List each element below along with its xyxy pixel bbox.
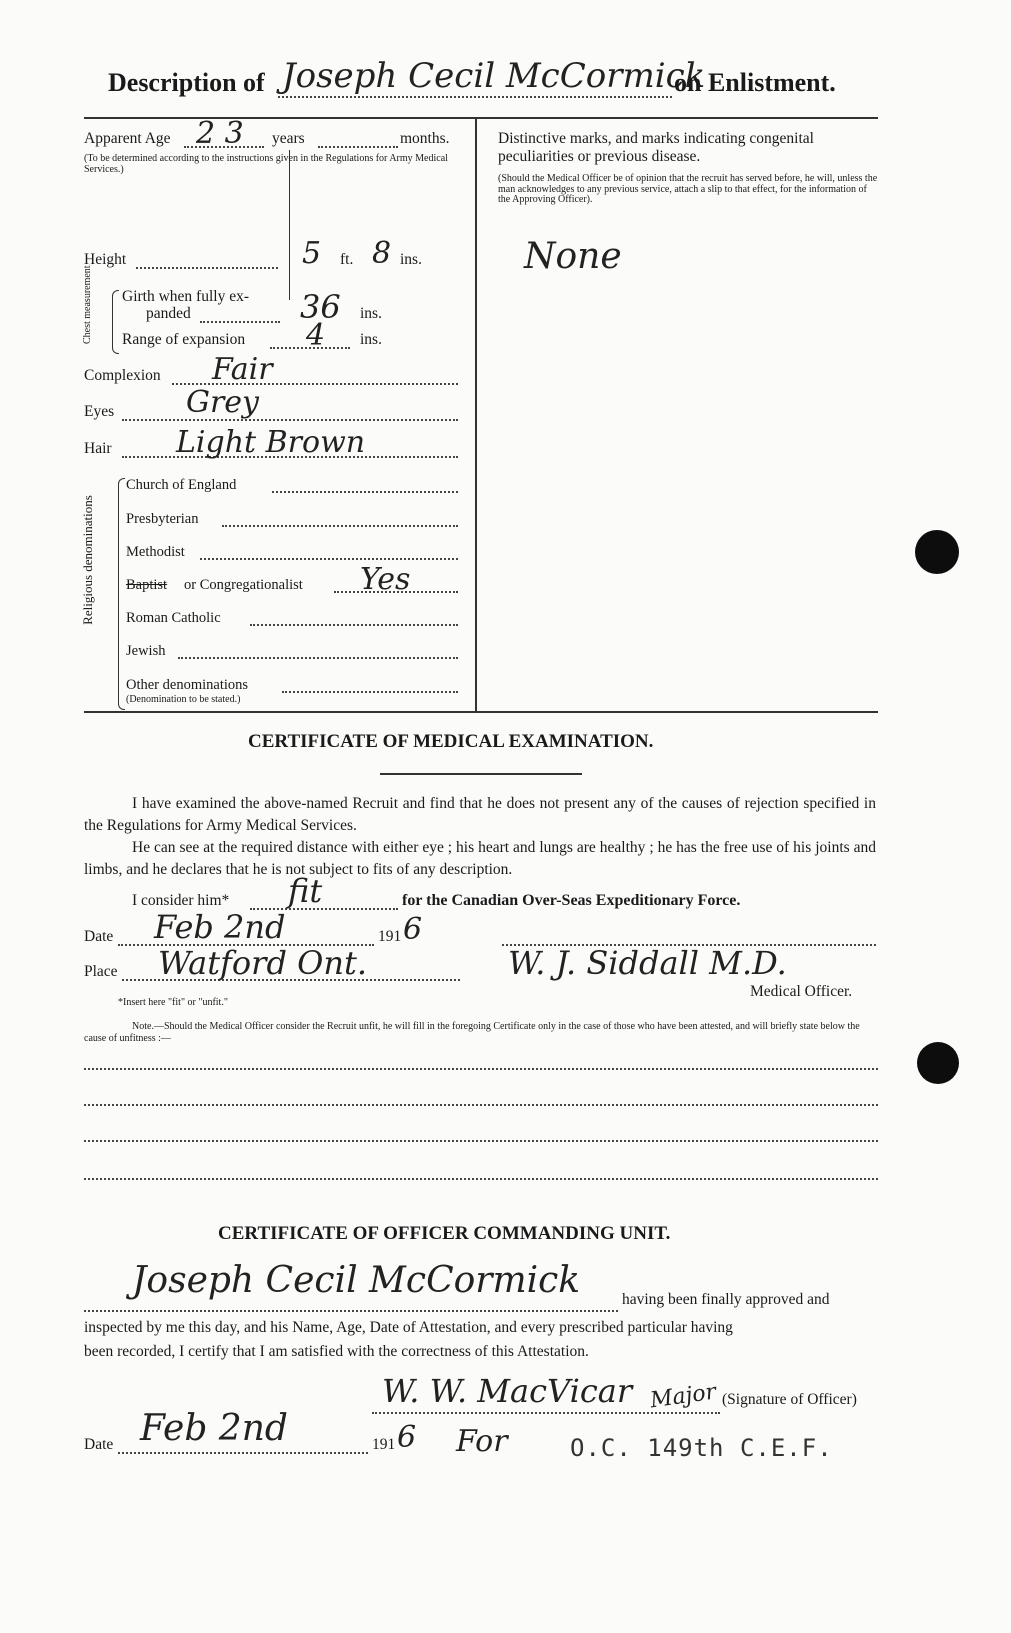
age-value: 2 3 [196,116,244,151]
consider-suffix: for the Canadian Over-Seas Expeditionary Force. [402,892,741,909]
height-ft-value: 5 [302,236,322,271]
medical-year-digit: 6 [403,912,423,947]
church-of-england: Church of England [126,477,237,493]
commanding-text-3: been recorded, I certify that I am satisfied with the correctness of this Attestation. [84,1343,589,1360]
commanding-sig-line [372,1412,720,1414]
commanding-title: CERTIFICATE OF OFFICER COMMANDING UNIT. [218,1223,671,1244]
consider-value: fit [288,872,323,910]
range-label: Range of expansion [122,331,246,348]
presbyterian: Presbyterian [126,511,199,527]
months-line [318,146,398,148]
marks-label: Distinctive marks, and marks indicating congenital peculiarities or previous disease. [498,130,814,165]
medical-para-1: I have examined the above-named Recruit and find that he does not present any of the causes of rejection specified in the Regulations for Army Medical Services. [84,795,876,834]
unfitness-line-2 [84,1104,878,1106]
chest-label: Chest measurement [82,265,93,344]
header-suffix: on Enlistment. [674,68,836,97]
unfitness-line-3 [84,1140,878,1142]
months-label: months. [400,130,450,147]
height-line [136,267,278,269]
insert-note: *Insert here "fit" or "unfit." [118,997,228,1008]
medical-year-prefix: 191 [378,928,402,945]
commanding-name: Joseph Cecil McCormick [132,1260,581,1301]
congregationalist-value: Yes [360,562,411,597]
recruit-name: Joseph Cecil McCormick [282,56,706,96]
age-note: (To be determined according to the instructions given in the Regulations for Army Medical Services.) [84,153,448,175]
range-ins-label: ins. [360,331,382,348]
eyes-label: Eyes [84,403,115,420]
unfitness-line-1 [84,1068,878,1070]
complexion-label: Complexion [84,367,161,384]
commanding-date-value: Feb 2nd [140,1408,288,1449]
girth-value: 36 [300,288,341,326]
religion-brace [118,478,125,710]
complexion-value: Fair [212,352,273,387]
commanding-name-line [84,1310,618,1312]
medical-title-rule [380,773,582,775]
height-in-value: 8 [372,236,392,271]
commanding-signature: W. W. MacVicar [382,1372,633,1410]
name-line [278,96,672,98]
girth-ins-label: ins. [360,305,382,322]
girth-line-lead [200,321,280,323]
punch-hole-top [915,530,959,574]
congregationalist: or Congregationalist [184,577,303,593]
years-label: years [272,130,305,147]
commanding-date-line [118,1452,368,1454]
place-value: Watford Ont. [158,944,367,982]
commanding-stamp: O.C. 149th C.E.F. [570,1434,833,1462]
unfitness-line-4 [84,1178,878,1180]
medical-date-value: Feb 2nd [154,908,286,946]
header-prefix: Description of [108,68,265,97]
commanding-text-1: having been finally approved and [622,1291,830,1308]
hair-value: Light Brown [176,425,366,460]
consider-label: I consider him* [132,892,230,909]
commanding-sig-label: (Signature of Officer) [722,1391,857,1408]
commanding-date-label: Date [84,1436,114,1453]
commanding-rank: Major [648,1379,718,1414]
place-label: Place [84,963,118,980]
marks-value: None [524,236,622,277]
hair-label: Hair [84,440,112,457]
height-label: Height [84,251,127,268]
apparent-age-label: Apparent Age [84,130,171,147]
jewish-line [178,657,458,659]
medical-signature: W. J. Siddall M.D. [508,944,787,982]
chest-brace [112,290,119,354]
ft-label: ft. [340,251,354,268]
commanding-year-prefix: 191 [372,1436,396,1453]
eyes-line [122,419,458,421]
commanding-for: For [456,1424,508,1459]
medical-officer-label: Medical Officer. [750,983,853,1000]
medical-title: CERTIFICATE OF MEDICAL EXAMINATION. [248,731,654,752]
medical-para-2: He can see at the required distance with either eye ; his heart and lungs are healthy ; he has the free use of his joints and limbs, and he declares that he is not subject to fits of any description. [84,839,876,878]
column-divider [475,117,477,713]
other-denominations: Other denominations [126,677,249,693]
girth-label-1: Girth when fully ex- [122,288,249,305]
roman-catholic: Roman Catholic [126,610,221,626]
commanding-year-digit: 6 [397,1420,417,1455]
range-value: 4 [306,318,326,353]
girth-label-2: panded [146,305,191,322]
medical-date-label: Date [84,928,114,945]
unfit-note: Note.—Should the Medical Officer consider the Recruit unfit, he will fill in the foregoing Certificate only in the case of those who have been attested, and will briefly state below the cause of unfitness :— [84,1021,860,1044]
commanding-text-2: inspected by me this day, and his Name, Age, Date of Attestation, and every prescribed particular having [84,1319,733,1336]
religion-label: Religious denominations [80,495,95,625]
methodist-line [200,558,458,560]
baptist-struck: Baptist [126,577,168,593]
eyes-value: Grey [186,385,260,420]
presbyterian-line [222,525,458,527]
methodist: Methodist [126,544,185,560]
bottom-rule [84,711,878,713]
height-ins-label: ins. [400,251,422,268]
other-line [282,691,458,693]
church-line [272,491,458,493]
marks-note: (Should the Medical Officer be of opinion that the recruit has served before, he will, unless the man acknowledges to any previous service, attach a slip to that effect, for the information of the Approving Officer). [498,173,878,205]
other-note: (Denomination to be stated.) [126,694,241,705]
jewish: Jewish [126,643,166,659]
punch-hole-bottom [917,1042,959,1084]
roman-catholic-line [250,624,458,626]
